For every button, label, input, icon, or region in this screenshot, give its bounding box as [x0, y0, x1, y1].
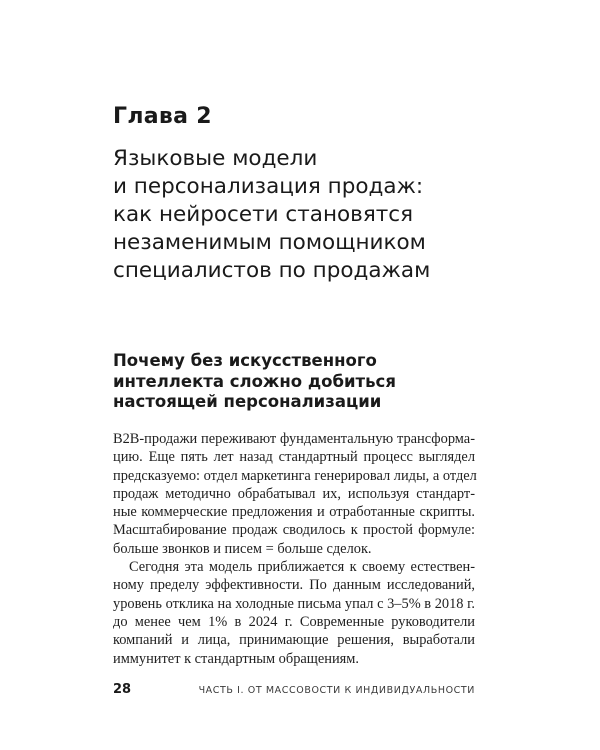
- body-text: [113, 430, 475, 668]
- paragraph-line: предсказуемо: отдел маркетинга генерировал лиды, а отдел: [113, 467, 477, 484]
- chapter-title: [113, 145, 513, 285]
- paragraph-line: ные коммерческие предложения и отработанные скрипты.: [113, 504, 475, 521]
- page-number: 28: [113, 682, 132, 697]
- paragraph-line: цию. Еще пять лет назад стандартный процесс выглядел: [113, 449, 475, 466]
- paragraph-line: продаж методично обрабатывал их, используя стандарт-: [113, 485, 475, 502]
- paragraph-line: уровень отклика на холодные письма упал с 3–5% в 2018 г.: [113, 595, 475, 612]
- chapter-title-line: и персонализация продаж:: [113, 174, 424, 199]
- paragraph-line: до менее чем 1% в 2024 г. Современные руководители: [113, 613, 475, 630]
- paragraph-line: Масштабирование продаж сводилось к простой формуле:: [113, 522, 475, 539]
- paragraph-line: компаний и лица, принимающие решения, выработали: [113, 632, 475, 649]
- chapter-label: Глава 2: [113, 104, 212, 129]
- paragraph-line: B2B-продажи переживают фундаментальную трансформа-: [113, 431, 475, 447]
- paragraph-line: Сегодня эта модель приближается к своему естествен-: [129, 559, 475, 576]
- page-footer: [113, 682, 475, 697]
- section-heading: [113, 351, 493, 413]
- paragraph-line: больше звонков и писем = больше сделок.: [113, 540, 372, 557]
- chapter-title-line: специалистов по продажам: [113, 258, 431, 283]
- chapter-title-line: Языковые модели: [113, 146, 318, 171]
- chapter-title-line: как нейросети становятся: [113, 202, 414, 227]
- section-heading-line: Почему без искусственного: [113, 351, 377, 370]
- chapter-title-line: незаменимым помощником: [113, 230, 426, 255]
- paragraph-line: иммунитет к стандартным обращениям.: [113, 650, 359, 667]
- paragraph-line: ному пределу эффективности. По данным исследований,: [113, 577, 475, 594]
- running-head: ЧАСТЬ I. ОТ МАССОВОСТИ К ИНДИВИДУАЛЬНОСТИ: [198, 685, 475, 696]
- section-heading-line: настоящей персонализации: [113, 392, 382, 411]
- section-heading-line: интеллекта сложно добиться: [113, 371, 396, 391]
